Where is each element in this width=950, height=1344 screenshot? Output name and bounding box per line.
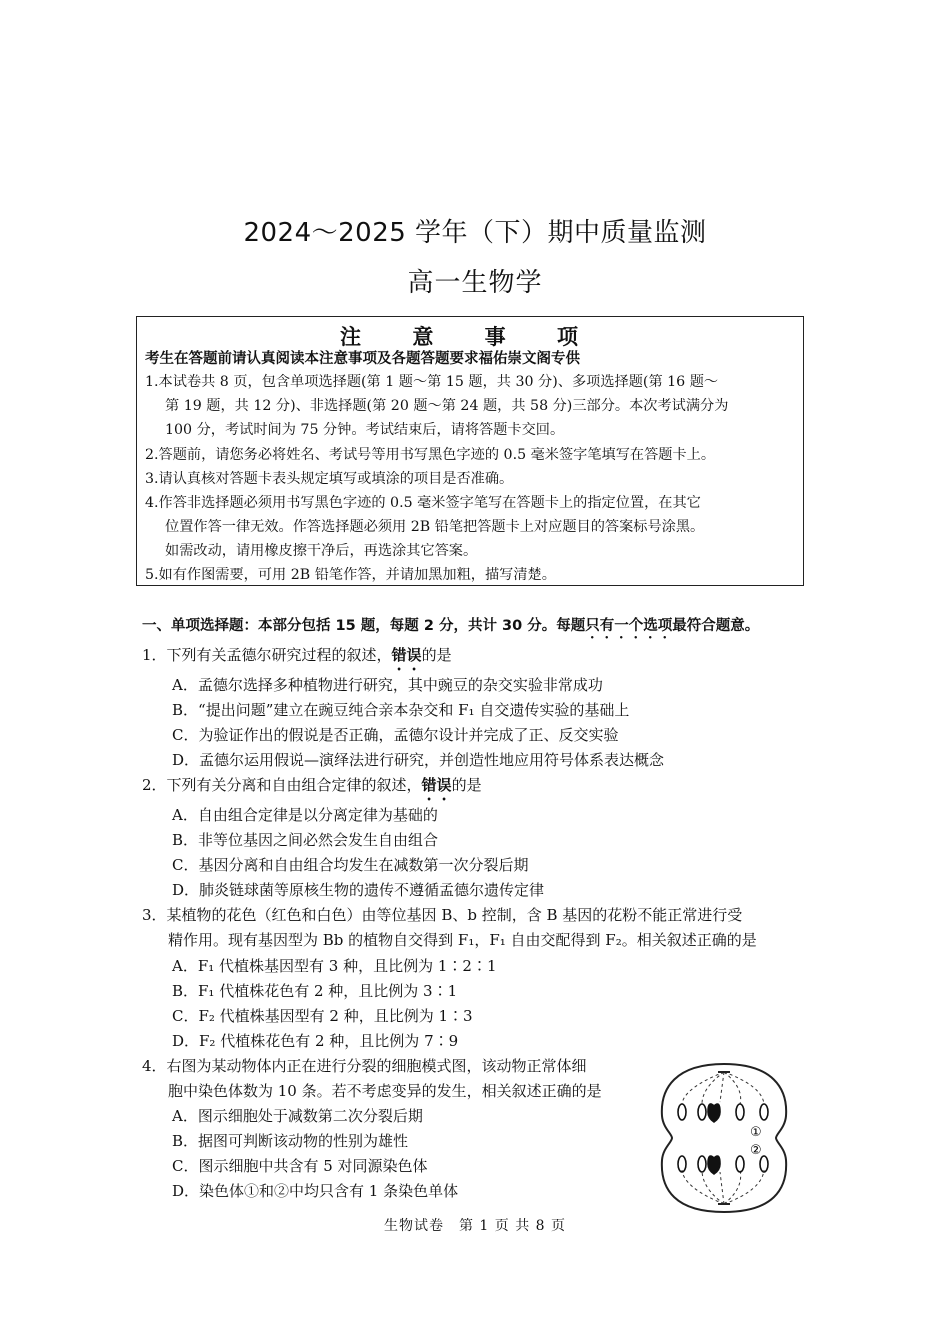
question-4-option-b: B．据图可判断该动物的性别为雄性 (172, 1132, 409, 1150)
question-2-option-c: C．基因分离和自由组合均发生在减数第一次分裂后期 (172, 856, 529, 874)
notice-line: 2.答题前，请您务必将姓名、考试号等用书写黑色字迹的 0.5 毫米签字笔填写在答题卡上。 (145, 447, 716, 463)
chromosome-label-2: ② (750, 1143, 762, 1158)
question-3-stem-line: 3．某植物的花色（红色和白色）由等位基因 B、b 控制，含 B 基因的花粉不能正常进行受 (142, 906, 743, 924)
notice-line: 4.作答非选择题必须用书写黑色字迹的 0.5 毫米签字笔写在答题卡上的指定位置，在其它 (145, 495, 701, 511)
notice-box (136, 316, 804, 586)
question-4-stem-line: 4．右图为某动物体内正在进行分裂的细胞模式图，该动物正常体细 (142, 1057, 587, 1075)
question-1-option-c: C．为验证作出的假说是否正确，孟德尔设计并完成了正、反交实验 (172, 726, 619, 744)
notice-line: 位置作答一律无效。作答选择题必须用 2B 铅笔把答题卡上对应题目的答案标号涂黑。 (165, 519, 705, 535)
notice-line: 100 分，考试时间为 75 分钟。考试结束后，请将答题卡交回。 (165, 422, 565, 438)
question-1-option-d: D．孟德尔运用假说—演绎法进行研究，并创造性地应用符号体系表达概念 (172, 751, 665, 769)
question-3-option-b: B．F₁ 代植株花色有 2 种，且比例为 3∶1 (172, 982, 458, 1000)
question-2-option-a: A．自由组合定律是以分离定律为基础的 (172, 806, 438, 824)
cell-division-figure (654, 1058, 794, 1222)
question-2-option-b: B．非等位基因之间必然会发生自由组合 (172, 831, 439, 849)
notice-line: 3.请认真核对答题卡表头规定填写或填涂的项目是否准确。 (145, 471, 514, 487)
notice-line: 1.本试卷共 8 页，包含单项选择题(第 1 题～第 15 题，共 30 分)、多项选择题(第 16 题～ (145, 374, 719, 390)
exam-subject: 高一生物学 (407, 268, 543, 298)
exam-title: 2024～2025 学年（下）期中质量监测 (243, 218, 707, 248)
question-1-option-a: A．孟德尔选择多种植物进行研究，其中豌豆的杂交实验非常成功 (172, 676, 603, 694)
question-2-option-d: D．肺炎链球菌等原核生物的遗传不遵循孟德尔遗传定律 (172, 881, 545, 899)
notice-heading: 注 意 事 项 (340, 324, 600, 349)
question-4-option-d: D．染色体①和②中均只含有 1 条染色单体 (172, 1182, 459, 1200)
question-4-option-a: A．图示细胞处于减数第二次分裂后期 (172, 1107, 423, 1125)
question-2-stem: 2．下列有关分离和自由组合定律的叙述，错误的是 (142, 776, 482, 794)
question-3-option-a: A．F₁ 代植株基因型有 3 种，且比例为 1∶2∶1 (172, 957, 497, 975)
emphasis-text: 只有一个选项 (585, 618, 673, 634)
question-4-stem-line: 胞中染色体数为 10 条。若不考虑变异的发生，相关叙述正确的是 (168, 1082, 602, 1100)
page-footer: 生物试卷 第 1 页 共 8 页 (383, 1218, 567, 1234)
notice-line: 第 19 题，共 12 分)、非选择题(第 20 题～第 24 题，共 58 分)三部分。本次考试满分为 (165, 398, 729, 414)
question-1-stem: 1．下列有关孟德尔研究过程的叙述，错误的是 (142, 646, 452, 664)
emphasis-text: 错误 (421, 776, 452, 794)
question-3-option-c: C．F₂ 代植株基因型有 2 种，且比例为 1∶3 (172, 1007, 473, 1025)
question-3-stem-line: 精作用。现有基因型为 Bb 的植物自交得到 F₁，F₁ 自由交配得到 F₂。相关叙述正确的是 (168, 931, 757, 949)
notice-subheading: 考生在答题前请认真阅读本注意事项及各题答题要求福佑崇文阁专供 (145, 350, 580, 367)
question-3-option-d: D．F₂ 代植株花色有 2 种，且比例为 7∶9 (172, 1032, 459, 1050)
chromosome-label-1: ① (750, 1125, 762, 1140)
notice-line: 5.如有作图需要，可用 2B 铅笔作答，并请加黑加粗，描写清楚。 (145, 567, 556, 583)
emphasis-text: 错误 (391, 646, 422, 664)
notice-line: 如需改动，请用橡皮擦干净后，再选涂其它答案。 (165, 543, 478, 559)
section-heading: 一、单项选择题：本部分包括 15 题，每题 2 分，共计 30 分。每题只有一个选项最符合题意。 (142, 618, 760, 634)
question-1-option-b: B．“提出问题”建立在豌豆纯合亲本杂交和 F₁ 自交遗传实验的基础上 (172, 701, 630, 719)
question-4-option-c: C．图示细胞中共含有 5 对同源染色体 (172, 1157, 428, 1175)
